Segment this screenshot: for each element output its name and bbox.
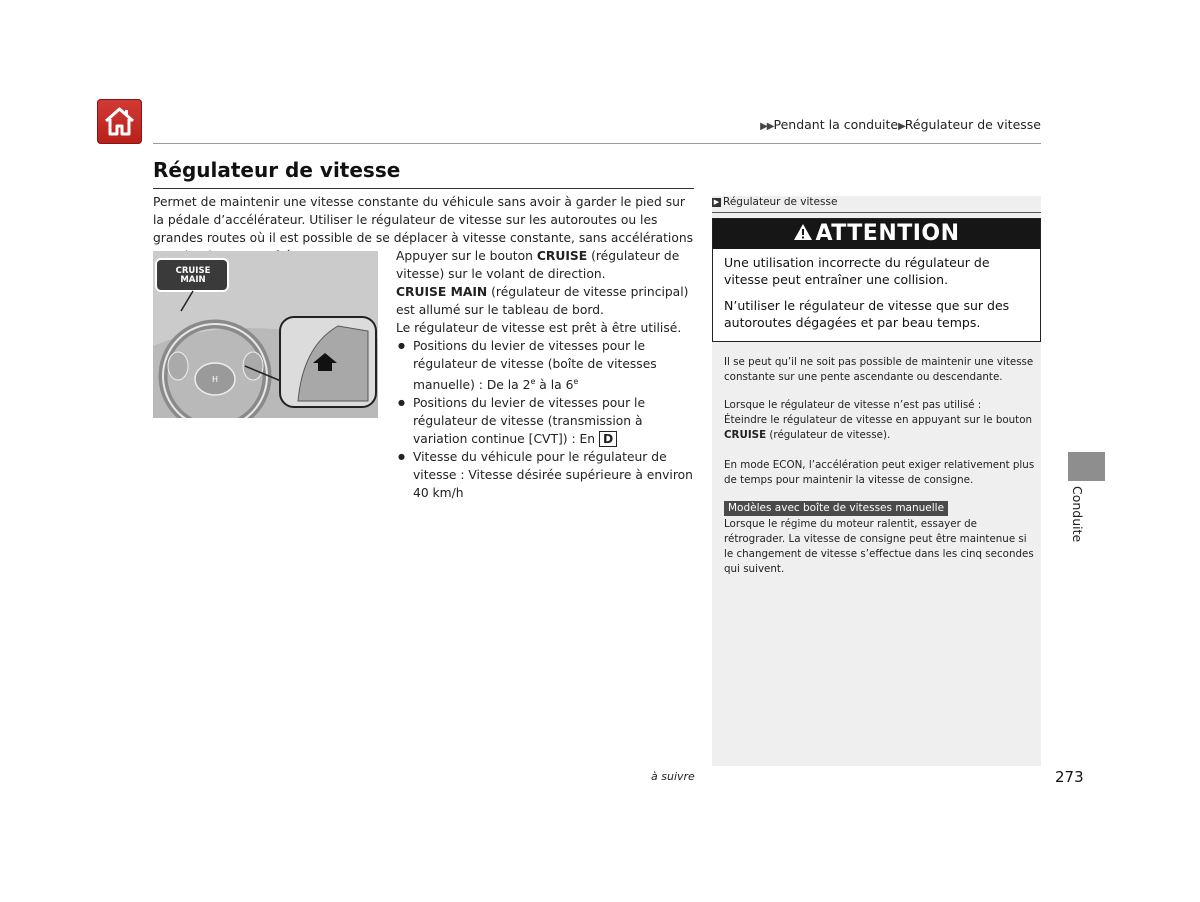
reference-icon: ▶ bbox=[713, 197, 720, 206]
note-slope: Il se peut qu’il ne soit pas possible de maintenir une vitesse constante sur une pente ascendante ou descendante. bbox=[724, 356, 1034, 383]
intro-paragraph: Permet de maintenir une vitesse constante du véhicule sans avoir à garder le pied sur la pédale d’accélérateur. Utiliser le régulateur de vitesse sur les autoroutes ou les grandes routes où il est possible de se déplacer à vitesse constante, sans accélérations bbox=[153, 195, 694, 245]
cruise-main-button-label: CRUISE MAIN bbox=[175, 266, 211, 285]
list-item: ● Positions du levier de vitesses pour le régulateur de vitesse (boîte de vitesses manuelle) : De la 2e à la 6e bbox=[396, 337, 696, 394]
list-item: ● Vitesse du véhicule pour le régulateur de vitesse : Vitesse désirée supérieure à environ 40 km/h bbox=[396, 448, 696, 502]
breadcrumb-link-driving[interactable]: Pendant la conduite bbox=[773, 117, 899, 132]
breadcrumb-link-cruise-control[interactable]: Régulateur de vitesse bbox=[904, 117, 1041, 132]
breadcrumb-arrow-icon: ▶ bbox=[898, 121, 905, 132]
home-icon bbox=[102, 104, 137, 139]
chapter-tab[interactable] bbox=[1068, 452, 1105, 481]
condition-list bbox=[396, 337, 696, 502]
gear-d-indicator: D bbox=[599, 431, 617, 447]
warning-banner: ATTENTION bbox=[713, 219, 1040, 249]
instruction-column bbox=[396, 247, 696, 502]
home-button[interactable] bbox=[97, 99, 142, 144]
list-item: ● Positions du levier de vitesses pour le régulateur de vitesse (transmission à variation continue [CVT]) : En D bbox=[396, 394, 696, 448]
note-econ-mode: En mode ECON, l’accélération peut exiger relativement plus de temps pour maintenir la vitesse de consigne. bbox=[724, 459, 1035, 486]
breadcrumb bbox=[760, 117, 1041, 132]
sidebar-divider bbox=[712, 212, 1041, 213]
breadcrumb-arrow-icon: ▶▶ bbox=[760, 121, 774, 132]
title-divider bbox=[153, 188, 694, 189]
steering-wheel-illustration bbox=[153, 251, 378, 418]
header-divider bbox=[153, 143, 1041, 144]
page-number: 273 bbox=[1055, 768, 1084, 786]
note-downshift: Lorsque le régime du moteur ralentit, essayer de rétrograder. La vitesse de consigne peut être maintenue si le changement de vitesse s’effectue dans les cinq secondes qui suivent. bbox=[724, 518, 1034, 575]
continued-label: à suivre bbox=[651, 770, 695, 783]
step-ready: Le régulateur de vitesse est prêt à être utilisé. bbox=[396, 321, 682, 335]
sidebar-heading[interactable]: ▶ Régulateur de vitesse bbox=[713, 196, 838, 208]
warning-text: Une utilisation incorrecte du régulateur de vitesse peut entraîner une collision. N’utiliser le régulateur de vitesse que sur des autoroutes dégagées et par beau temps. bbox=[724, 255, 1010, 330]
page-title: Régulateur de vitesse bbox=[153, 158, 401, 182]
chapter-label: Conduite bbox=[1070, 486, 1085, 543]
step-press-cruise: Appuyer sur le bouton CRUISE (régulateur de vitesse) sur le volant de direction. bbox=[396, 249, 680, 281]
step-cruise-main-on: CRUISE MAIN (régulateur de vitesse principal) est allumé sur le tableau de bord. bbox=[396, 285, 689, 317]
warning-triangle-icon bbox=[793, 223, 813, 241]
manual-models-badge: Modèles avec boîte de vitesses manuelle bbox=[724, 501, 948, 516]
note-turn-off: Lorsque le régulateur de vitesse n’est pas utilisé : Éteindre le régulateur de vitesse en appuyant sur le bouton CRUISE (régulateur de vitesse). bbox=[724, 399, 1033, 441]
svg-text:H: H bbox=[211, 375, 219, 384]
